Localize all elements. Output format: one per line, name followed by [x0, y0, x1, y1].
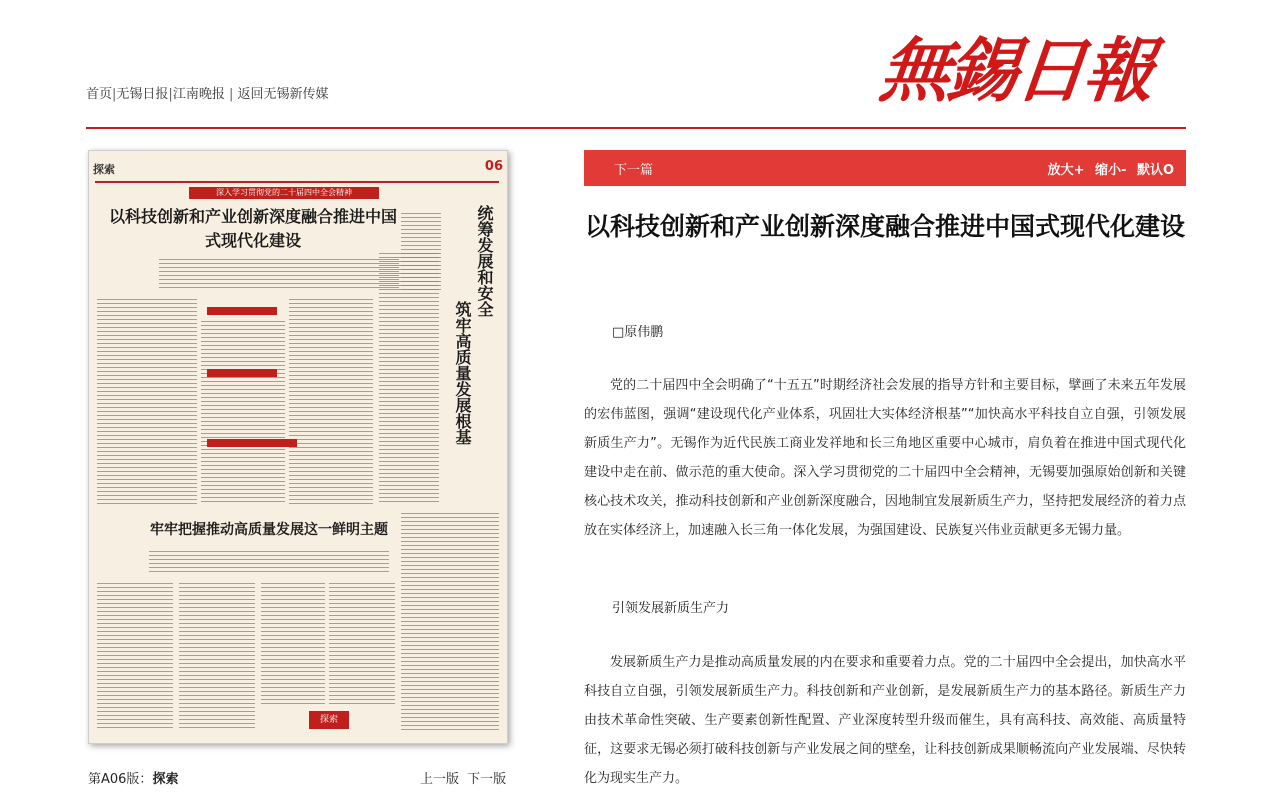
nav-home-link[interactable]: 首页: [86, 87, 113, 102]
edition-label: [88, 768, 178, 787]
thumb-lead-text-2: [149, 549, 389, 573]
header-divider: [86, 127, 1186, 129]
thumb-vertical-headline-2[interactable]: 筑牢高质量发展根基: [453, 301, 472, 445]
article-title: 以科技创新和产业创新深度融合推进中国式现代化建设: [584, 212, 1185, 241]
next-article-link[interactable]: 下一篇: [614, 163, 654, 178]
masthead-logo: [875, 26, 1180, 116]
zoom-in-button[interactable]: 放大+: [1047, 163, 1085, 178]
thumb-divider: [95, 181, 499, 183]
nav-jiangnan-evening-link[interactable]: 江南晚报: [172, 87, 225, 102]
article-paragraph: 党的二十届四中全会明确了“十五五”时期经济社会发展的指导方针和主要目标，擘画了未来五年发展的宏伟蓝图，强调“建设现代化产业体系，巩固壮大实体经济根基”“加快高水平科技自立自强，引领发展新质生产力”。无锡作为近代民族工商业发祥地和长三角地区重要中心城市，肩负着在推进中国式现代化建设中走在前、做示范的重大使命。深入学习贯彻党的二十届四中全会精神，无锡要加强原始创新和关键核心技术攻关，推动科技创新和产业创新深度融合，因地制宜发展新质生产力，坚持把发展经济的着力点放在实体经济上，加速融入长三角一体化发展，为强国建设、民族复兴伟业贡献更多无锡力量。: [584, 378, 1186, 538]
thumb-text-col8: [261, 581, 325, 705]
zoom-controls: [1042, 159, 1174, 178]
zoom-default-button[interactable]: 默认O: [1136, 163, 1174, 178]
thumb-text-col3: [289, 297, 373, 505]
edition-prefix: 第A06版：: [88, 772, 153, 787]
edition-name: 探索: [152, 772, 179, 787]
thumb-headline-secondary[interactable]: 牢牢把握推动高质量发展这一鲜明主题: [150, 522, 388, 538]
article-author: □原伟鹏: [612, 325, 664, 340]
thumb-text-col1: [97, 297, 197, 507]
masthead-logo-text: 無錫日報: [875, 29, 1157, 112]
thumb-text-col5: [401, 511, 499, 731]
next-page-link[interactable]: 下一版: [467, 772, 507, 787]
thumb-headline-main[interactable]: 以科技创新和产业创新深度融合推进中国式现代化建设: [108, 207, 397, 250]
thumb-vertical-headline[interactable]: 统筹发展和安全: [475, 205, 494, 317]
zoom-out-button[interactable]: 缩小-: [1095, 163, 1127, 178]
thumb-lead-text: [159, 257, 399, 289]
article-toolbar: [584, 150, 1186, 186]
article-paragraph: 发展新质生产力是推动高质量发展的内在要求和重要着力点。党的二十届四中全会提出，加快高水平科技自立自强，引领发展新质生产力。科技创新和产业创新，是发展新质生产力的基本路径。新质生产力由技术革命性突破、生产要素创新性配置、产业深度转型升级而催生，具有高科技、高效能、高质量特征，这要求无锡必须打破科技创新与产业发展之间的壁垒，让科技创新成果顺畅流向产业发展端、尽快转化为现实生产力。: [584, 655, 1186, 786]
nav-back-link[interactable]: 返回无锡新传媒: [237, 87, 329, 102]
thumb-subhead: [207, 307, 277, 315]
thumb-text-col6: [97, 581, 173, 731]
page-pager: [420, 768, 506, 787]
thumb-subhead: [207, 369, 277, 377]
prev-page-link[interactable]: 上一版: [420, 772, 460, 787]
article-subhead: 引领发展新质生产力: [612, 601, 730, 616]
thumb-footer-logo: 探索: [309, 711, 349, 729]
thumb-text-col9: [329, 581, 395, 705]
thumb-text-col7: [179, 581, 255, 731]
thumb-banner: 深入学习贯彻党的二十届四中全会精神: [189, 187, 379, 199]
top-nav: 首页|无锡日报|江南晚报 | 返回无锡新传媒: [86, 87, 329, 102]
thumb-page-number: 06: [484, 159, 503, 174]
thumb-text-col2: [201, 319, 285, 505]
page-thumbnail[interactable]: [88, 150, 508, 744]
thumb-text-top-right: [401, 211, 441, 291]
thumb-subhead: [207, 439, 297, 447]
nav-wuxi-daily-link[interactable]: 无锡日报: [116, 87, 169, 102]
thumb-section-label: 探索: [93, 163, 115, 176]
